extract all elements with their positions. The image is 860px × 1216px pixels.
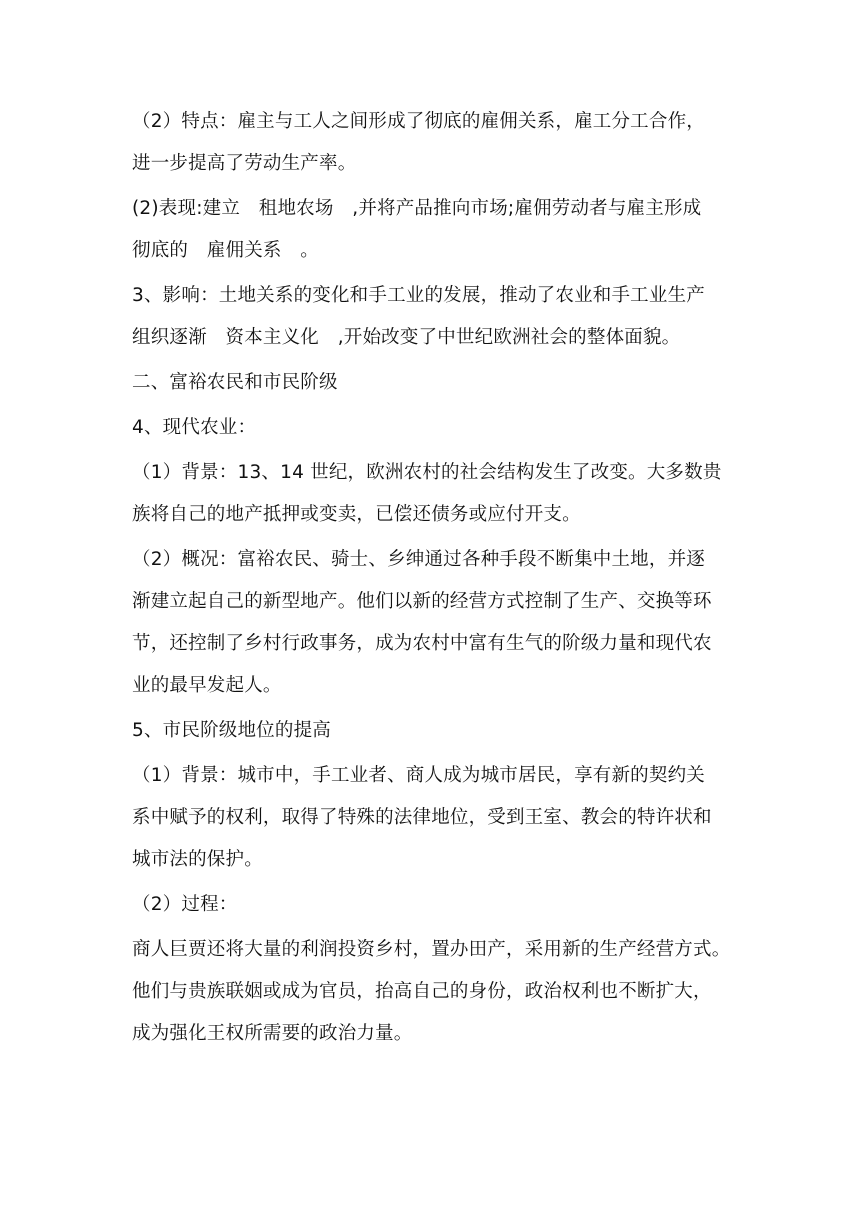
- text-line: 族将自己的地产抵押或变卖，已偿还债务或应付开支。: [132, 504, 581, 525]
- text-line: （1）背景：城市中，手工业者、商人成为城市居民，享有新的契约关: [132, 765, 705, 786]
- text-line: 彻底的 雇佣关系 。: [132, 240, 320, 261]
- text-line: (2)表现:建立 租地农场 ,并将产品推向市场;雇佣劳动者与雇主形成: [132, 198, 702, 219]
- text-line: 商人巨贾还将大量的利润投资乡村，置办田产，采用新的生产经营方式。: [132, 939, 731, 960]
- section-heading: 二、富裕农民和市民阶级: [132, 372, 338, 393]
- text-line: 节，还控制了乡村行政事务，成为农村中富有生气的阶级力量和现代农: [132, 633, 712, 654]
- text-line: 组织逐渐 资本主义化 ,开始改变了中世纪欧洲社会的整体面貌。: [132, 327, 681, 348]
- text-line: （2）概况：富裕农民、骑士、乡绅通过各种手段不断集中土地，并逐: [132, 549, 705, 570]
- subsection-heading: 4、现代农业：: [132, 417, 257, 438]
- text-line: （2）过程：: [132, 894, 238, 915]
- text-line: （2）特点：雇主与工人之间形成了彻底的雇佣关系，雇工分工合作，: [132, 111, 705, 132]
- text-line: 进一步提高了劳动生产率。: [132, 153, 357, 174]
- text-line: 渐建立起自己的新型地产。他们以新的经营方式控制了生产、交换等环: [132, 591, 712, 612]
- text-line: 业的最早发起人。: [132, 675, 282, 696]
- text-line: 成为强化王权所需要的政治力量。: [132, 1023, 413, 1044]
- document-body: [132, 108, 732, 1047]
- text-line: 他们与贵族联姻或成为官员，抬高自己的身份，政治权利也不断扩大，: [132, 981, 712, 1002]
- text-line: 3、影响：土地关系的变化和手工业的发展，推动了农业和手工业生产: [132, 285, 705, 306]
- text-line: 城市法的保护。: [132, 849, 263, 870]
- text-line: （1）背景：13、14 世纪，欧洲农村的社会结构发生了改变。大多数贵: [132, 462, 722, 483]
- text-line: 系中赋予的权利，取得了特殊的法律地位，受到王室、教会的特许状和: [132, 807, 712, 828]
- subsection-heading: 5、市民阶级地位的提高: [132, 720, 331, 741]
